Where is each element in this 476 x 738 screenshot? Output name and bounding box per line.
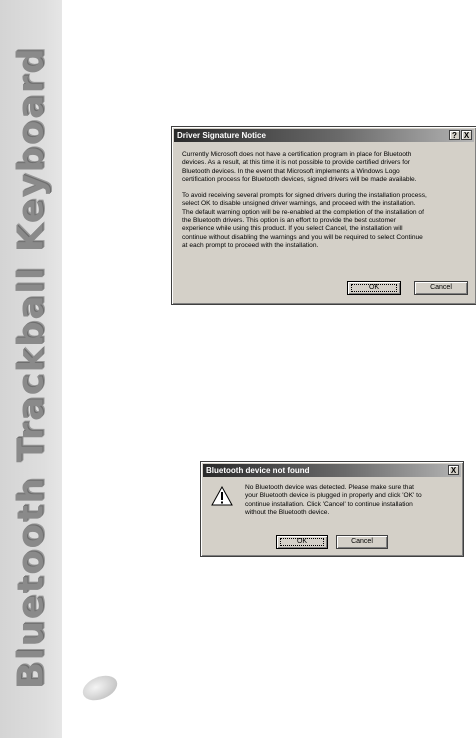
notfound-cancel-button[interactable] bbox=[336, 535, 388, 549]
notfound-dialog-title: Bluetooth device not found bbox=[206, 466, 310, 475]
driver-ok-label: OK bbox=[368, 284, 380, 291]
driver-cancel-button[interactable] bbox=[414, 281, 468, 295]
driver-dialog-body bbox=[182, 151, 472, 258]
close-button[interactable]: X bbox=[448, 465, 459, 475]
driver-dialog-paragraph-1: Currently Microsoft does not have a certification program in place for Bluetooth devices. As a result, at this time it is not possible to provide certified drivers for Bluetooth devices. In the event that Microsoft implements a Windows Logo certification process for Bluetooth devices, signed drivers will be made available. bbox=[182, 151, 417, 183]
close-button[interactable]: X bbox=[461, 130, 472, 140]
side-banner-title: Bluetooth Trackball Keyboard bbox=[10, 46, 52, 690]
warning-icon bbox=[211, 486, 233, 506]
driver-dialog-paragraph-2: To avoid receiving several prompts for signed drivers during the installation process, select OK to disable unsigned driver warnings, and proceed with the installation. The default warning option will be re-enabled at the completion of the installation of the Bluetooth drivers. This option is an effort to provide the best customer experience while using this product. If you select Cancel, the installation will continue without disabling the warnings and you will be required to select Continue at each prompt to proceed with the installation. bbox=[182, 192, 427, 249]
driver-ok-button[interactable] bbox=[347, 281, 401, 295]
device-not-found-dialog bbox=[200, 461, 464, 557]
notfound-ok-label: OK bbox=[296, 538, 308, 545]
driver-dialog-title: Driver Signature Notice bbox=[177, 131, 266, 140]
notfound-dialog-titlebar bbox=[203, 464, 461, 477]
side-banner bbox=[0, 0, 62, 738]
notfound-cancel-label: Cancel bbox=[351, 538, 373, 545]
notfound-ok-button[interactable] bbox=[276, 535, 328, 549]
driver-dialog-titlebar bbox=[174, 129, 474, 142]
help-button[interactable]: ? bbox=[449, 130, 460, 140]
driver-cancel-label: Cancel bbox=[430, 284, 452, 291]
page-corner-ellipse bbox=[79, 671, 121, 705]
notfound-dialog-message: No Bluetooth device was detected. Please make sure that your Bluetooth device is plugged in properly and click 'OK' to continue installation. Click 'Cancel' to continue installation without the Bluetooth device. bbox=[245, 484, 422, 516]
driver-signature-dialog bbox=[171, 126, 476, 305]
